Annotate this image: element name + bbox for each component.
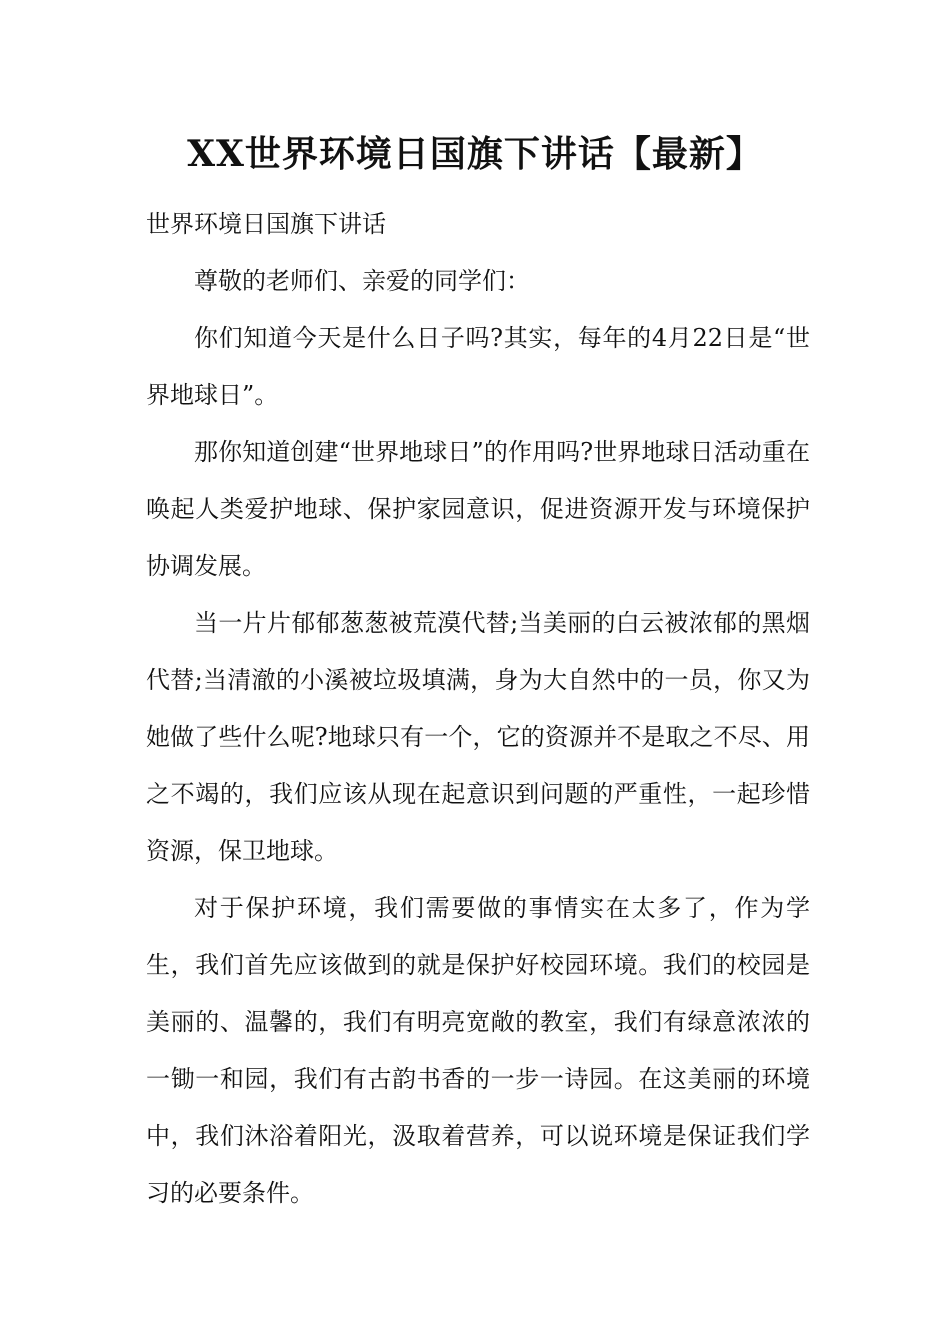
document-body xyxy=(146,196,810,1222)
paragraph-environment-damage: 当一片片郁郁葱葱被荒漠代替;当美丽的白云被浓郁的黑烟代替;当清澈的小溪被垃圾填满，身为大自然中的一员，你又为她做了些什么呢?地球只有一个，它的资源并不是取之不尽、用之不竭的，我们应该从现在起意识到问题的严重性，一起珍惜资源，保卫地球。 xyxy=(146,609,810,865)
paragraph-campus-environment: 对于保护环境，我们需要做的事情实在太多了，作为学生，我们首先应该做到的就是保护好校园环境。我们的校园是美丽的、温馨的，我们有明亮宽敞的教室，我们有绿意浓浓的一锄一和园，我们有古韵书香的一步一诗园。在这美丽的环境中，我们沐浴着阳光，汲取着营养，可以说环境是保证我们学习的必要条件。 xyxy=(146,894,810,1207)
document-subtitle: 世界环境日国旗下讲话 xyxy=(146,210,386,238)
paragraph-greeting: 尊敬的老师们、亲爱的同学们： xyxy=(194,267,530,295)
document-title: XX世界环境日国旗下讲话【最新】 xyxy=(187,133,763,175)
paragraph-earth-day-date: 你们知道今天是什么日子吗?其实，每年的4月22日是“世界地球日”。 xyxy=(146,324,810,409)
paragraph-earth-day-purpose: 那你知道创建“世界地球日”的作用吗?世界地球日活动重在唤起人类爱护地球、保护家园意识，促进资源开发与环境保护协调发展。 xyxy=(146,438,810,580)
